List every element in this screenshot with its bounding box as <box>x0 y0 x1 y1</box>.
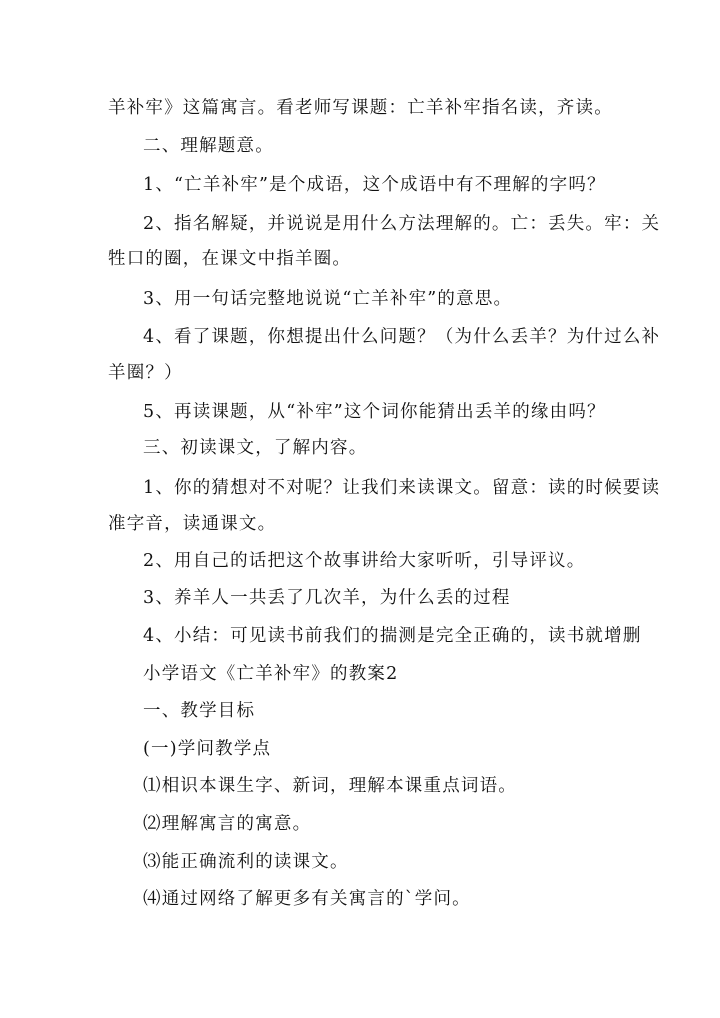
text-line: 2、指名解疑，并说说是用什么方法理解的。亡：丢失。牢：关 <box>143 214 661 234</box>
list-item: ⑵理解寓言的寓意。 <box>143 814 312 834</box>
text-line: 羊圈？） <box>108 363 183 383</box>
text-line: 3、用一句话完整地说说“亡羊补牢”的意思。 <box>143 289 513 309</box>
text-line: 1、你的猜想对不对呢？让我们来读课文。留意：读的时候要读 <box>143 478 661 498</box>
text-line: 准字音，读通课文。 <box>108 514 277 534</box>
text-line: 4、小结：可见读书前我们的揣测是完全正确的，读书就增删 <box>143 626 642 646</box>
list-item: ⑶能正确流利的读课文。 <box>143 852 349 872</box>
text-line: 牲口的圈，在课文中指羊圈。 <box>108 249 352 269</box>
text-line: 2、用自己的话把这个故事讲给大家听听，引导评议。 <box>143 551 586 571</box>
section-heading: 三、初读课文，了解内容。 <box>143 438 368 458</box>
text-line: 5、再读课题，从“补牢”这个词你能猜出丢羊的缘由吗？ <box>143 402 606 422</box>
section-heading: 一、教学目标 <box>143 701 256 721</box>
text-line: 羊补牢》这篇寓言。看老师写课题：亡羊补牢指名读，齐读。 <box>108 98 613 118</box>
list-item: ⑴相识本课生字、新词，理解本课重点词语。 <box>143 776 517 796</box>
list-item: ⑷通过网络了解更多有关寓言的`学问。 <box>143 889 471 909</box>
text-line: 1、“亡羊补牢”是个成语，这个成语中有不理解的字吗？ <box>143 175 606 195</box>
document-title: 小学语文《亡羊补牢》的教案2 <box>143 664 399 684</box>
subsection-heading: (一)学问教学点 <box>143 739 272 759</box>
section-heading: 二、理解题意。 <box>143 136 274 156</box>
text-line: 3、养羊人一共丢了几次羊，为什么丢的过程 <box>143 588 511 608</box>
text-line: 4、看了课题，你想提出什么问题？（为什么丢羊？为什过么补 <box>143 327 661 347</box>
